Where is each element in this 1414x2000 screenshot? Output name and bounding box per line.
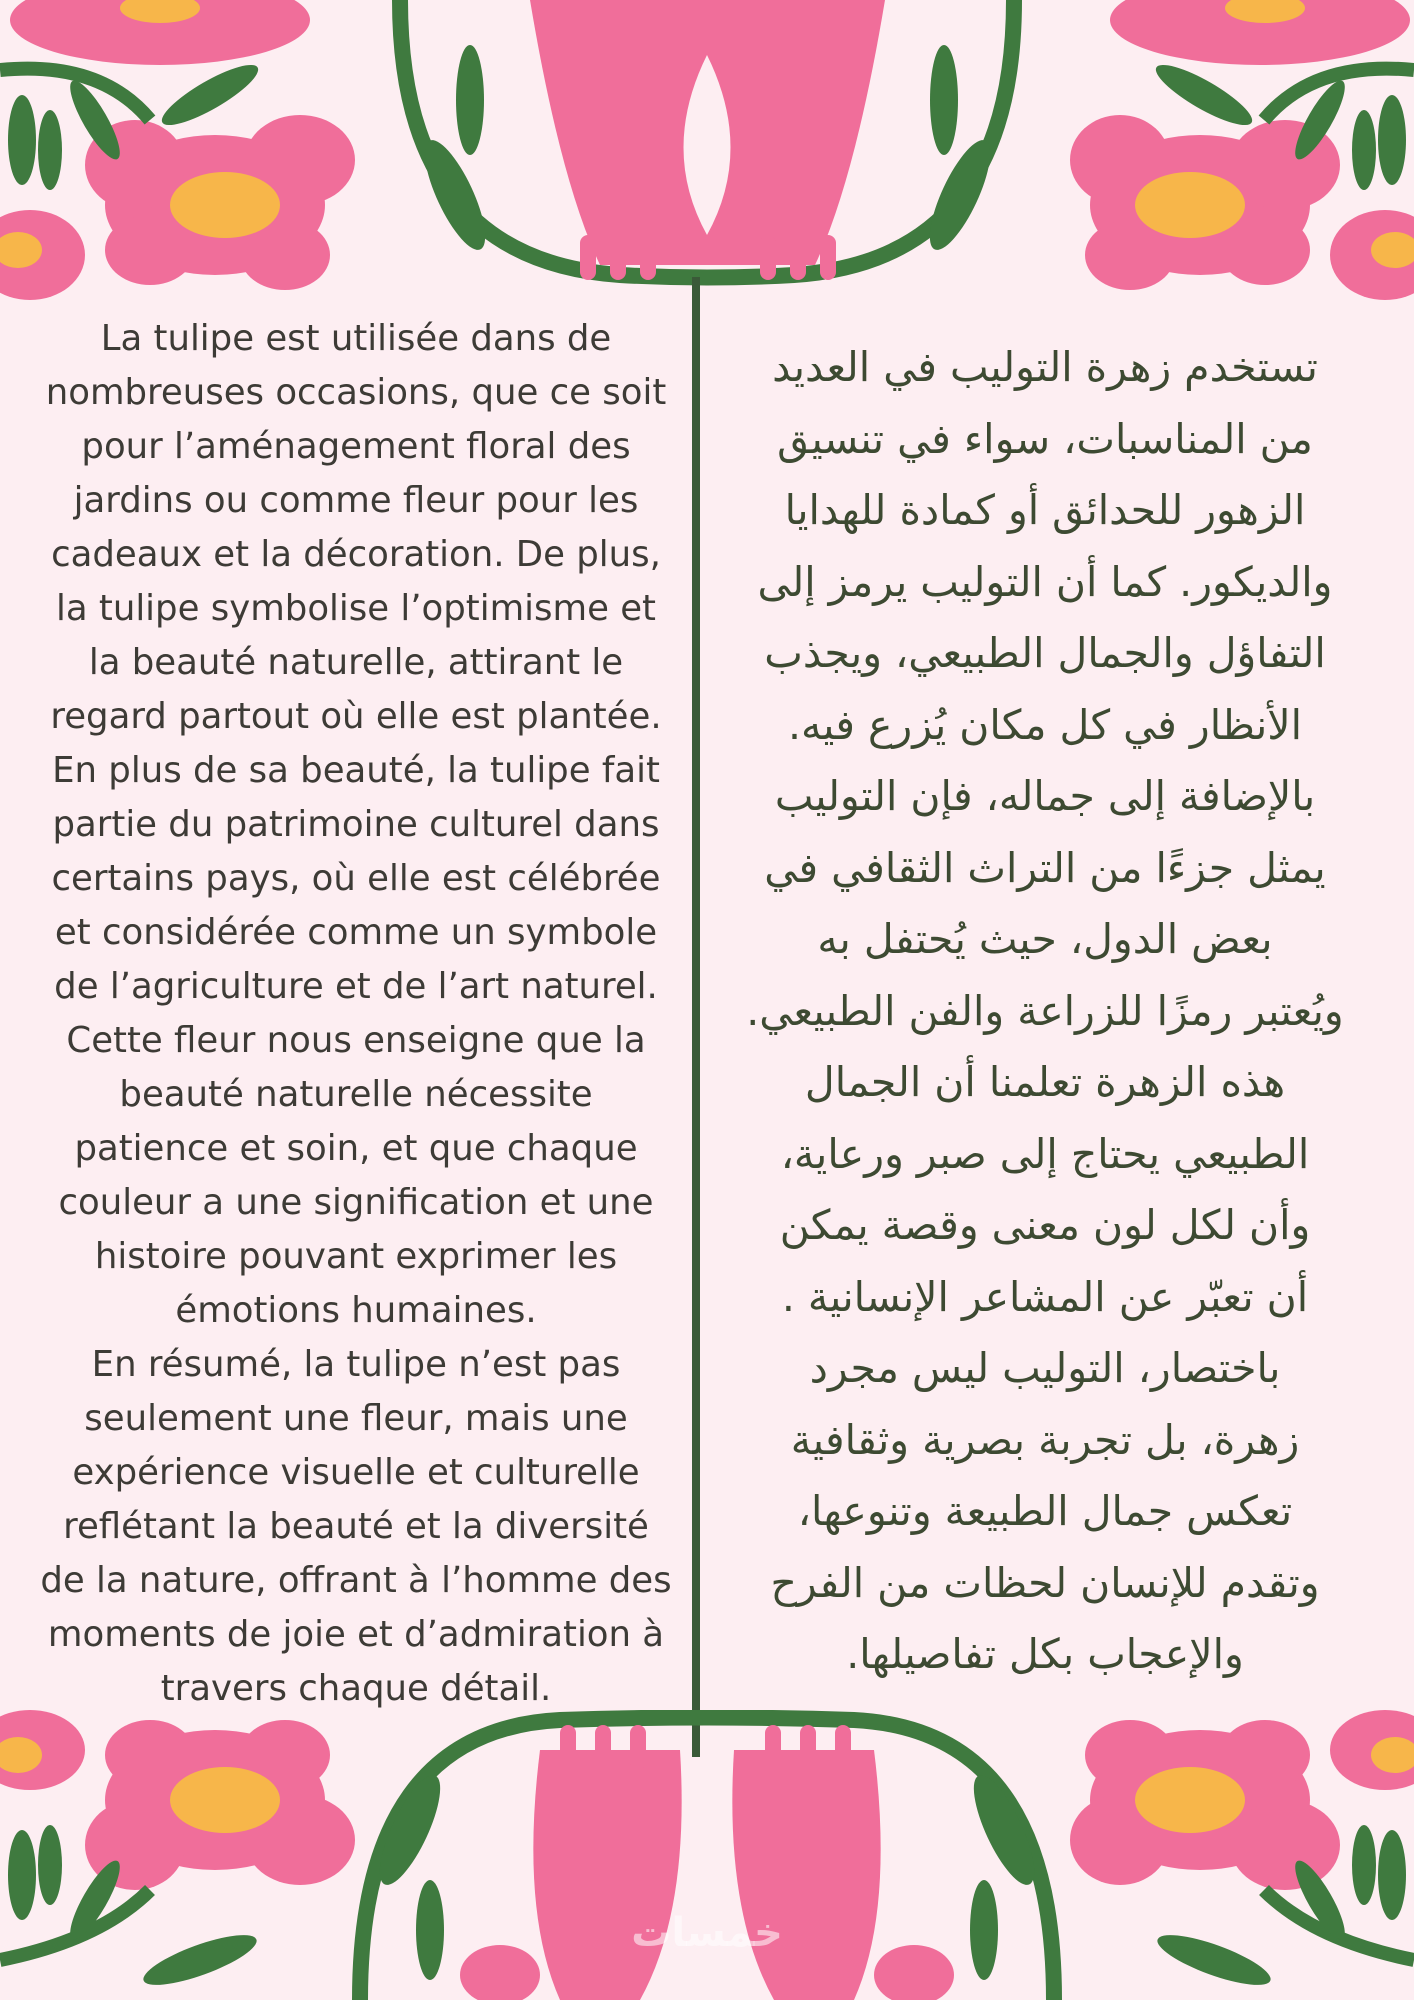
french-line: travers chaque détail. bbox=[160, 1668, 552, 1709]
arabic-line: باختصار، التوليب ليس مجرد bbox=[809, 1344, 1281, 1392]
arabic-line: هذه الزهرة تعلمنا أن الجمال bbox=[804, 1058, 1286, 1106]
french-line: beauté naturelle nécessite bbox=[119, 1074, 593, 1115]
watermark: خمسات bbox=[631, 1910, 783, 1956]
arabic-line: وتقدم للإنسان لحظات من الفرح bbox=[770, 1558, 1320, 1607]
arabic-line: ويُعتبر رمزًا للزراعة والفن الطبيعي. bbox=[746, 986, 1344, 1035]
french-line: expérience visuelle et culturelle bbox=[72, 1452, 640, 1493]
flower-icon bbox=[85, 1720, 355, 1890]
french-line: certains pays, où elle est célébrée bbox=[51, 858, 661, 899]
french-line: En résumé, la tulipe n’est pas bbox=[91, 1344, 621, 1385]
french-line: cadeaux et la décoration. De plus, bbox=[51, 534, 661, 575]
arabic-line: وأن لكل لون معنى وقصة يمكن bbox=[779, 1201, 1311, 1249]
french-line: regard partout où elle est plantée. bbox=[50, 696, 662, 737]
flower-icon bbox=[1330, 210, 1414, 300]
bottom-floral-border bbox=[0, 1710, 1414, 2000]
french-line: émotions humaines. bbox=[175, 1290, 537, 1331]
arabic-line: والإعجاب بكل تفاصيلها. bbox=[846, 1630, 1244, 1678]
french-line: la tulipe symbolise l’optimisme et bbox=[56, 588, 656, 629]
french-line: jardins ou comme fleur pour les bbox=[73, 480, 639, 521]
french-line: la beauté naturelle, attirant le bbox=[88, 642, 624, 683]
french-line: patience et soin, et que chaque bbox=[74, 1128, 638, 1169]
arabic-line: بعض الدول، حيث يُحتفل به bbox=[817, 915, 1273, 963]
french-text-column bbox=[18, 312, 694, 1716]
arabic-line: تستخدم زهرة التوليب في العديد bbox=[772, 343, 1318, 391]
tulip-icon bbox=[360, 1718, 1054, 2000]
flower-icon bbox=[0, 1710, 85, 1790]
arabic-text-column bbox=[700, 332, 1390, 1691]
flower-icon bbox=[1330, 1710, 1414, 1790]
french-line: Cette fleur nous enseigne que la bbox=[66, 1020, 646, 1061]
french-line: de l’agriculture et de l’art naturel. bbox=[54, 966, 658, 1007]
french-line: couleur a une signification et une bbox=[58, 1182, 654, 1223]
french-line: partie du patrimoine culturel dans bbox=[52, 804, 660, 845]
arabic-line: والديكور. كما أن التوليب يرمز إلى bbox=[757, 557, 1333, 606]
flower-icon bbox=[85, 115, 355, 290]
arabic-line: يمثل جزءًا من التراث الثقافي في bbox=[764, 843, 1326, 892]
arabic-line: بالإضافة إلى جماله، فإن التوليب bbox=[774, 772, 1316, 820]
arabic-line: التفاؤل والجمال الطبيعي، ويجذب bbox=[764, 629, 1326, 677]
french-line: nombreuses occasions, que ce soit bbox=[45, 372, 667, 413]
french-line: moments de joie et d’admiration à bbox=[47, 1614, 665, 1655]
tulip-icon bbox=[400, 0, 1014, 280]
french-line: La tulipe est utilisée dans de bbox=[100, 318, 612, 359]
top-floral-border bbox=[0, 0, 1414, 300]
arabic-line: من المناسبات، سواء في تنسيق bbox=[777, 414, 1313, 463]
arabic-line: زهرة، بل تجربة بصرية وثقافية bbox=[790, 1415, 1300, 1464]
french-line: En plus de sa beauté, la tulipe fait bbox=[52, 750, 660, 791]
arabic-line: تعكس جمال الطبيعة وتنوعها، bbox=[797, 1487, 1293, 1535]
french-line: reflétant la beauté et la diversité bbox=[63, 1506, 649, 1547]
french-line: de la nature, offrant à l’homme des bbox=[40, 1560, 672, 1601]
flower-icon bbox=[0, 210, 85, 300]
french-line: pour l’aménagement floral des bbox=[81, 426, 631, 467]
arabic-line: أن تعبّر عن المشاعر الإنسانية . bbox=[781, 1272, 1309, 1321]
flower-icon bbox=[10, 0, 310, 65]
arabic-line: الطبيعي يحتاج إلى صبر ورعاية، bbox=[780, 1129, 1310, 1178]
french-line: seulement une fleur, mais une bbox=[84, 1398, 628, 1439]
french-line: histoire pouvant exprimer les bbox=[94, 1236, 618, 1277]
arabic-line: الأنظار في كل مكان يُزرع فيه. bbox=[787, 700, 1303, 749]
arabic-line: الزهور للحدائق أو كمادة للهدايا bbox=[784, 486, 1306, 534]
french-line: et considérée comme un symbole bbox=[54, 912, 658, 953]
flower-icon bbox=[1110, 0, 1410, 65]
